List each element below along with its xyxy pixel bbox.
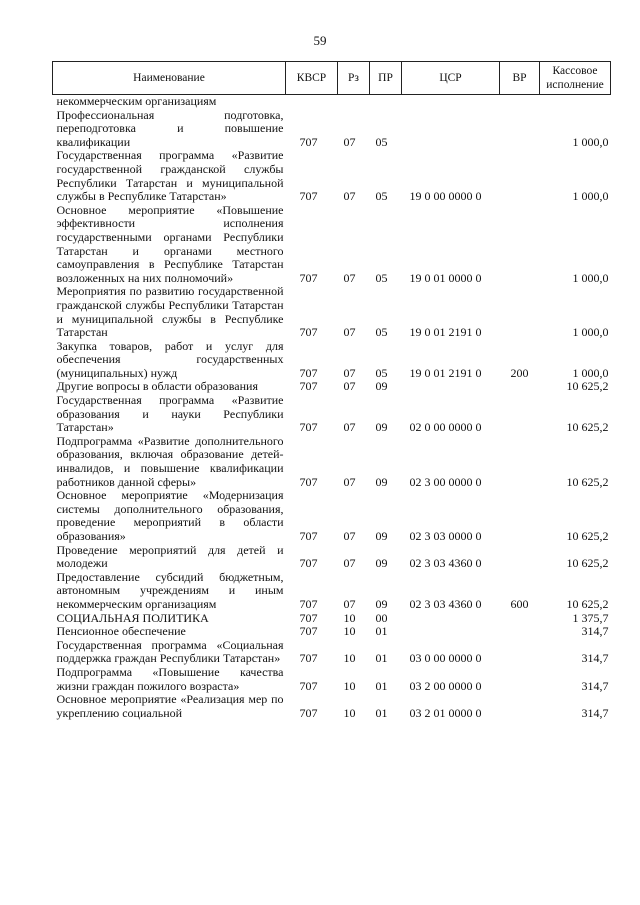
row-cash-execution: 1 000,0 (572, 189, 609, 204)
table-row (53, 340, 611, 381)
budget-execution-table (52, 61, 611, 720)
table-row (53, 109, 611, 150)
row-rz: 07 (343, 365, 356, 380)
row-vr (500, 435, 540, 489)
row-cash-execution: 10 625,2 (566, 474, 609, 489)
row-csr: 19 0 01 2191 0 (409, 365, 482, 380)
row-pr: 05 (375, 134, 388, 149)
row-kvsr: 707 (299, 596, 318, 611)
row-pr: 05 (375, 365, 388, 380)
row-csr: 19 0 01 2191 0 (409, 325, 482, 340)
row-pr: 09 (375, 529, 388, 543)
row-rz: 10 (343, 678, 356, 693)
table-row (53, 571, 611, 612)
row-rz: 07 (343, 420, 356, 435)
row-rz: 07 (343, 596, 356, 611)
row-name: Основное мероприятие «Повышение эффективности исполнения государственными органами Республики Татарстан и органами местного самоуправления в Республике Татарстан возложенных на них полномочий» (56, 202, 284, 285)
row-cash-execution: 1 000,0 (572, 365, 609, 380)
row-vr (500, 285, 540, 339)
table-row (53, 544, 611, 571)
table-header-row (53, 62, 611, 95)
row-vr: 600 (510, 596, 529, 611)
row-cash-execution: 10 625,2 (566, 556, 609, 571)
row-pr: 01 (375, 678, 388, 693)
table-row (53, 149, 611, 203)
row-csr: 03 2 00 0000 0 (409, 678, 482, 693)
table-row (53, 666, 611, 693)
row-cash-execution: 314,7 (581, 651, 609, 666)
row-vr (500, 204, 540, 286)
row-name: Пенсионное обеспечение (56, 624, 186, 639)
row-cash-execution (540, 95, 611, 109)
header-pr: ПР (370, 62, 402, 95)
header-vr: ВР (500, 62, 540, 95)
row-name: СОЦИАЛЬНАЯ ПОЛИТИКА (56, 610, 209, 625)
row-csr: 02 3 03 4360 0 (409, 556, 482, 571)
row-pr: 05 (375, 325, 388, 340)
row-cash-execution: 314,7 (581, 624, 609, 639)
table-row (53, 693, 611, 720)
header-rz: Рз (338, 62, 370, 95)
row-rz: 07 (343, 189, 356, 204)
row-rz: 10 (343, 610, 356, 625)
table-row (53, 489, 611, 543)
row-kvsr: 707 (299, 705, 318, 720)
row-rz: 07 (343, 325, 356, 340)
table-row (53, 639, 611, 666)
row-vr (500, 666, 540, 693)
row-rz: 07 (343, 270, 356, 285)
row-vr (500, 95, 540, 109)
table-row (53, 394, 611, 435)
row-kvsr: 707 (299, 189, 318, 204)
page-number: 59 (313, 33, 327, 48)
table-row (53, 435, 611, 489)
row-vr (500, 489, 540, 543)
row-kvsr: 707 (299, 678, 318, 693)
row-vr (500, 149, 540, 203)
table-row (53, 95, 611, 109)
table-row (53, 625, 611, 639)
row-rz: 07 (343, 134, 356, 149)
table-row (53, 380, 611, 394)
row-kvsr: 707 (299, 556, 318, 571)
row-cash-execution: 10 625,2 (566, 379, 609, 394)
row-name: Основное мероприятие «Реализация мер по укреплению социальной (56, 692, 284, 720)
row-cash-execution: 10 625,2 (566, 596, 609, 611)
row-vr (500, 612, 540, 626)
row-pr: 09 (375, 556, 388, 571)
row-name: Подпрограмма «Развитие дополнительного образования, включая образование детей-инвалидов, и повышение квалификации работников данной сферы» (56, 433, 284, 489)
row-vr (500, 625, 540, 639)
row-name: Государственная программа «Социальная поддержка граждан Республики Татарстан» (56, 637, 284, 666)
row-name: Закупка товаров, работ и услуг для обеспечения государственных (муниципальных) нужд (56, 338, 284, 380)
header-kvsr: КВСР (286, 62, 338, 95)
row-kvsr: 707 (299, 474, 318, 489)
row-cash-execution: 314,7 (581, 705, 609, 720)
row-pr: 00 (375, 610, 388, 625)
row-csr: 02 0 00 0000 0 (409, 420, 482, 435)
row-csr: 03 2 01 0000 0 (409, 705, 482, 720)
row-pr (370, 95, 402, 109)
row-pr: 05 (375, 270, 388, 285)
row-kvsr: 707 (299, 270, 318, 285)
row-vr (500, 639, 540, 666)
row-name: Проведение мероприятий для детей и молодежи (56, 542, 284, 571)
row-vr (500, 544, 540, 571)
row-cash-execution: 1 375,7 (572, 610, 609, 625)
row-cash-execution: 1 000,0 (572, 270, 609, 285)
row-csr: 02 3 00 0000 0 (409, 474, 482, 489)
row-pr: 09 (375, 596, 388, 611)
header-name: Наименование (53, 62, 286, 95)
row-rz: 10 (343, 705, 356, 720)
row-name: некоммерческим организациям (56, 94, 217, 108)
row-name: Государственная программа «Развитие образования и науки Республики Татарстан» (56, 393, 284, 435)
row-csr: 02 3 03 4360 0 (409, 596, 482, 611)
row-rz: 07 (343, 474, 356, 489)
row-kvsr (286, 95, 338, 109)
row-name: Основное мероприятие «Модернизация системы дополнительного образования, проведение мероприятий в области образования» (56, 488, 284, 543)
row-kvsr: 707 (299, 529, 318, 543)
row-kvsr: 707 (299, 624, 318, 639)
row-kvsr: 707 (299, 325, 318, 340)
row-rz: 07 (343, 529, 356, 543)
row-rz: 07 (343, 379, 356, 394)
row-csr: 19 0 00 0000 0 (409, 189, 482, 204)
row-vr (500, 109, 540, 150)
header-cash-execution: Кассовое исполнение (540, 62, 611, 95)
row-pr: 05 (375, 189, 388, 204)
row-cash-execution: 1 000,0 (572, 134, 609, 149)
row-csr (402, 109, 500, 150)
row-csr: 02 3 03 0000 0 (409, 529, 482, 543)
row-cash-execution: 1 000,0 (572, 325, 609, 340)
row-csr (402, 95, 500, 109)
row-csr: 03 0 00 0000 0 (409, 651, 482, 666)
row-vr (500, 394, 540, 435)
row-rz: 10 (343, 624, 356, 639)
row-csr (402, 380, 500, 394)
row-pr: 01 (375, 705, 388, 720)
row-name: Другие вопросы в области образования (56, 379, 258, 394)
table-row (53, 204, 611, 286)
row-csr (402, 625, 500, 639)
row-kvsr: 707 (299, 365, 318, 380)
row-csr: 19 0 01 0000 0 (409, 270, 482, 285)
row-cash-execution: 10 625,2 (566, 529, 609, 543)
row-name: Подпрограмма «Повышение качества жизни граждан пожилого возраста» (56, 664, 284, 693)
row-name: Профессиональная подготовка, переподготовка и повышение квалификации (56, 107, 284, 149)
row-cash-execution: 314,7 (581, 678, 609, 693)
row-name: Предоставление субсидий бюджетным, автономным учреждениям и иным некоммерческим организациям (56, 569, 284, 611)
row-cash-execution: 10 625,2 (566, 420, 609, 435)
row-kvsr: 707 (299, 610, 318, 625)
row-kvsr: 707 (299, 134, 318, 149)
row-pr: 01 (375, 624, 388, 639)
row-vr (500, 693, 540, 720)
row-csr (402, 612, 500, 626)
row-vr: 200 (510, 365, 529, 380)
table-body (53, 95, 611, 721)
row-rz (338, 95, 370, 109)
row-rz: 10 (343, 651, 356, 666)
row-name: Мероприятия по развитию государственной гражданской службы Республики Татарстан и муниципальной службы в Республике Татарстан (56, 284, 284, 340)
row-rz: 07 (343, 556, 356, 571)
header-csr: ЦСР (402, 62, 500, 95)
row-pr: 09 (375, 379, 388, 394)
row-pr: 09 (375, 474, 388, 489)
row-pr: 09 (375, 420, 388, 435)
row-kvsr: 707 (299, 420, 318, 435)
row-name: Государственная программа «Развитие государственной гражданской службы Республики Татарстан и муниципальной службы в Республике Татарстан» (56, 148, 284, 204)
row-kvsr: 707 (299, 379, 318, 394)
table-row (53, 612, 611, 626)
table-row (53, 285, 611, 339)
row-vr (500, 380, 540, 394)
row-pr: 01 (375, 651, 388, 666)
row-kvsr: 707 (299, 651, 318, 666)
